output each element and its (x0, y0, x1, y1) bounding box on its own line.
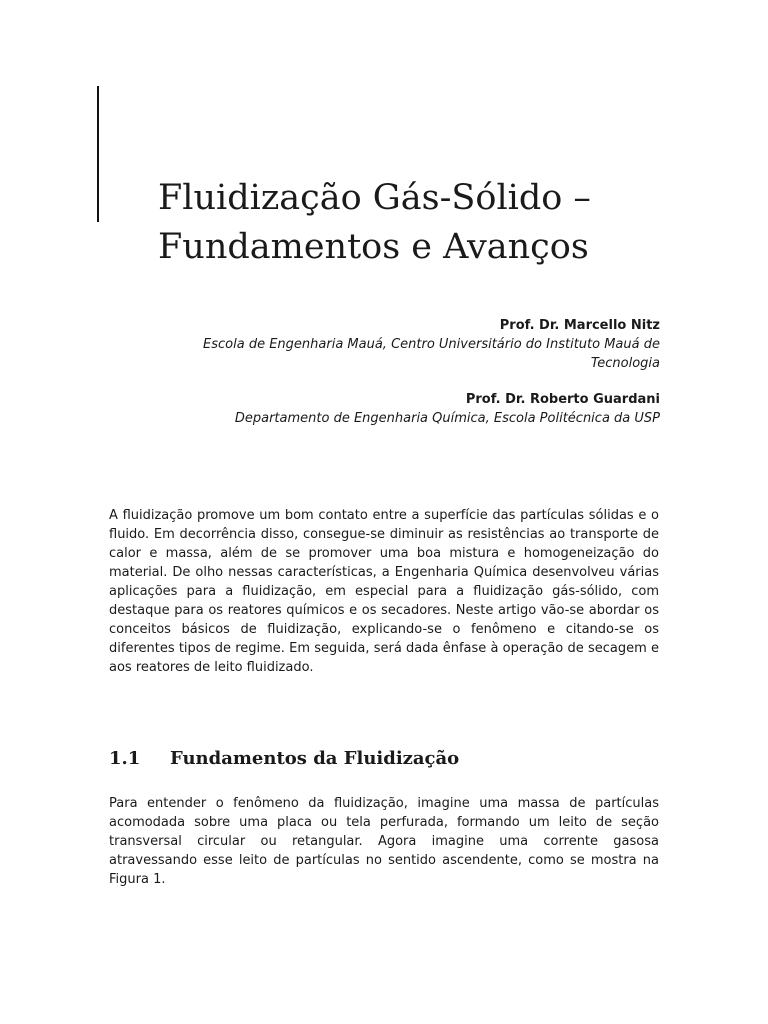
author-1 (160, 316, 660, 373)
title-line-2: Fundamentos e Avanços (158, 227, 589, 267)
author-affiliation: Departamento de Engenharia Química, Escola Politécnica da USP (234, 411, 660, 426)
author-name: Prof. Dr. Marcello Nitz (499, 318, 660, 333)
author-block (160, 316, 660, 445)
title-line-1: Fluidização Gás-Sólido – (158, 178, 591, 218)
document-title (158, 174, 638, 272)
section-body-paragraph: Para entender o fenômeno da fluidização, imagine uma massa de partículas acomodada sobre uma placa ou tela perfurada, formando um leito de seção transversal circular ou retangular. Agora imagine uma corrente gasosa atravessando esse leito de partículas no sentido ascendente, como se mostra na Figura 1. (109, 796, 659, 887)
margin-rule (97, 86, 99, 222)
abstract-paragraph: A fluidização promove um bom contato entre a superfície das partículas sólidas e o fluido. Em decorrência disso, consegue-se diminuir as resistências ao transporte de calor e massa, além de se promover uma boa mistura e homogeneização do material. De olho nessas características, a Engenharia Química desenvolveu várias aplicações para a fluidização, em especial para a fluidização gás-sólido, com destaque para os reatores químicos e os secadores. Neste artigo vão-se abordar os conceitos básicos de fluidização, explicando-se o fenômeno e citando-se os diferentes tipos de regime. Em seguida, será dada ênfase à operação de secagem e aos reatores de leito fluidizado. (109, 508, 659, 675)
section-title: Fundamentos da Fluidização (170, 748, 460, 769)
author-2 (160, 390, 660, 428)
author-affiliation: Escola de Engenharia Mauá, Centro Universitário do Instituto Mauá de Tecnologia (203, 337, 660, 371)
section-heading (109, 746, 459, 772)
author-name: Prof. Dr. Roberto Guardani (465, 392, 660, 407)
section-number: 1.1 (109, 748, 141, 769)
